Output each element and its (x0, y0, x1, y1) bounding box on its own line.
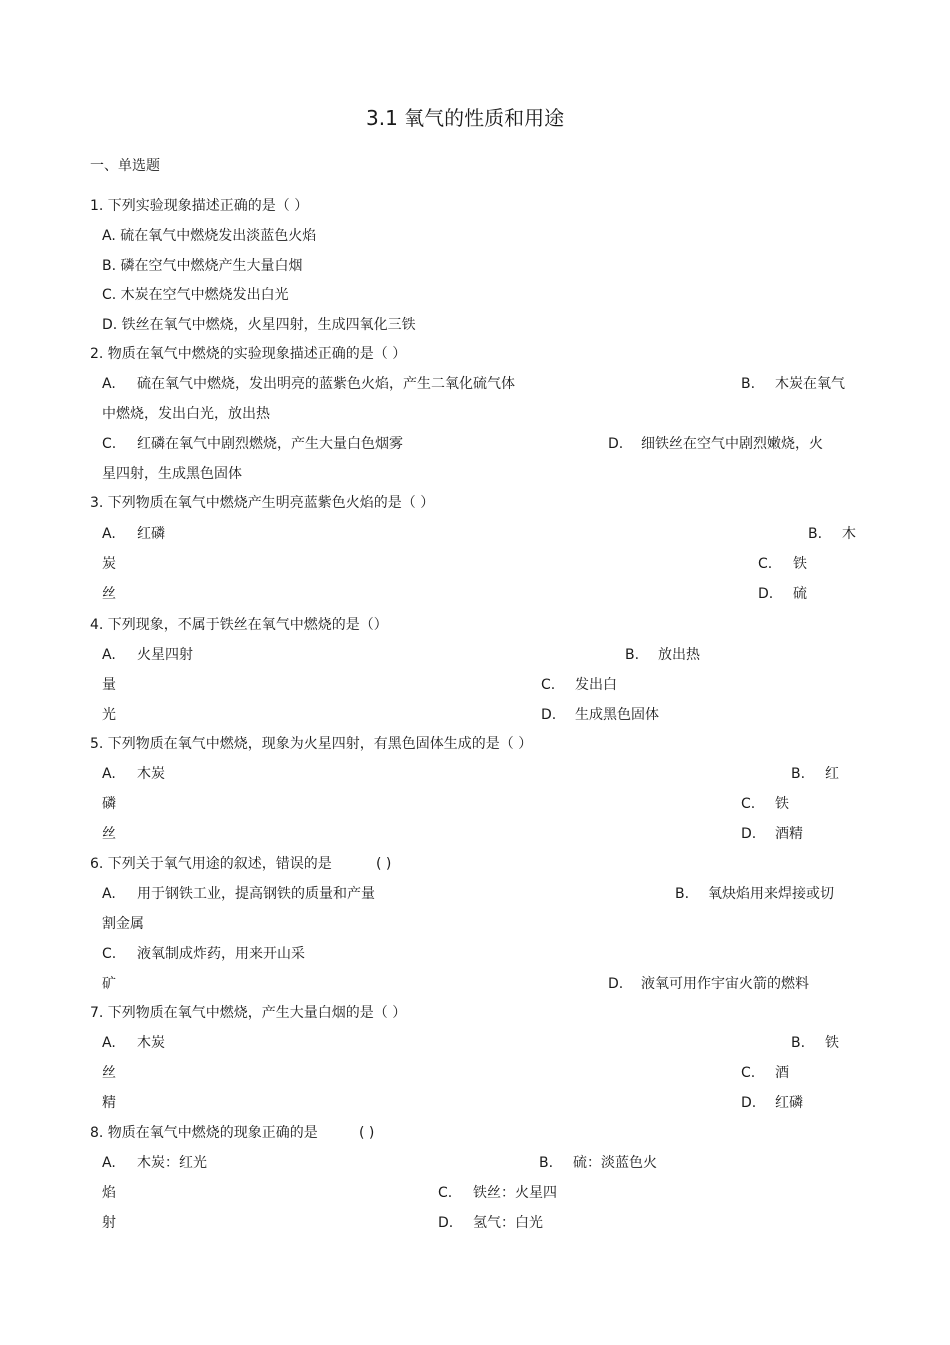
question-stem: 4. 下列现象，不属于铁丝在氧气中燃烧的是（） (90, 617, 388, 633)
option-d-text: 生成黑色固体 (575, 707, 659, 723)
option-a-text: 木炭 (137, 1035, 165, 1051)
question-stem: 5. 下列物质在氧气中燃烧，现象为火星四射，有黑色固体生成的是（ ） (90, 736, 533, 752)
option-c: C. 木炭在空气中燃烧发出白光 (102, 287, 289, 303)
option-d-letter: D. (438, 1215, 454, 1231)
option-a-letter: A. (102, 1155, 116, 1171)
option-b-letter: B. (741, 376, 756, 392)
option-d-letter: D. (758, 586, 774, 602)
option-b-letter: B. (675, 886, 690, 902)
option-b-text: 氧炔焰用来焊接或切 (708, 886, 834, 902)
option-a-letter: A. (102, 526, 116, 542)
option-b-continuation: 中燃烧，发出白光，放出热 (102, 406, 270, 422)
option-c-text: 铁 (775, 796, 789, 812)
option-c-text: 酒 (775, 1065, 789, 1081)
option-a-text: 用于钢铁工业，提高钢铁的质量和产量 (137, 886, 375, 902)
option-b-letter: B. (625, 647, 640, 663)
option-d: D. 铁丝在氧气中燃烧，火星四射，生成四氧化三铁 (102, 317, 416, 333)
option-b-letter: B. (808, 526, 823, 542)
question-stem: 7. 下列物质在氧气中燃烧，产生大量白烟的是（ ） (90, 1005, 407, 1021)
option-b-continuation: 焰 (102, 1185, 116, 1201)
option-c-letter: C. (758, 556, 773, 572)
option-b-text: 木炭在氧气 (775, 376, 845, 392)
option-a-letter: A. (102, 1035, 116, 1051)
option-b-text: 硫：淡蓝色火 (573, 1155, 657, 1171)
option-d-text: 液氧可用作宇宙火箭的燃料 (641, 976, 809, 992)
option-d-letter: D. (608, 976, 624, 992)
option-d-text: 氢气：白光 (473, 1215, 543, 1231)
option-a-letter: A. (102, 886, 116, 902)
option-a-text: 硫在氧气中燃烧，发出明亮的蓝紫色火焰，产生二氧化硫气体 (137, 376, 515, 392)
option-a-text: 木炭：红光 (137, 1155, 207, 1171)
option-c-continuation: 精 (102, 1095, 116, 1111)
option-d-text: 细铁丝在空气中剧烈嫩烧，火 (641, 436, 823, 452)
question-stem: 1. 下列实验现象描述正确的是（ ） (90, 198, 309, 214)
option-d-letter: D. (741, 1095, 757, 1111)
option-c-continuation: 射 (102, 1215, 116, 1231)
option-a-letter: A. (102, 766, 116, 782)
option-c-continuation: 丝 (102, 826, 116, 842)
option-b-continuation: 炭 (102, 556, 116, 572)
option-c-text: 液氧制成炸药，用来开山采 (137, 946, 305, 962)
option-c-letter: C. (102, 946, 117, 962)
option-a-letter: A. (102, 376, 116, 392)
option-c-text: 发出白 (575, 677, 617, 693)
option-c-continuation: 矿 (102, 976, 116, 992)
option-d-text: 酒精 (775, 826, 803, 842)
answer-parentheses: ( ) (376, 856, 392, 872)
option-b-continuation: 割金属 (102, 916, 144, 932)
option-c-letter: C. (741, 796, 756, 812)
option-b-letter: B. (791, 1035, 806, 1051)
option-b-continuation: 磷 (102, 796, 116, 812)
option-d-text: 红磷 (775, 1095, 803, 1111)
answer-parentheses: ( ) (359, 1125, 375, 1141)
option-c-letter: C. (102, 436, 117, 452)
option-c-letter: C. (741, 1065, 756, 1081)
option-c-text: 铁丝：火星四 (473, 1185, 557, 1201)
option-d-letter: D. (741, 826, 757, 842)
option-c-continuation: 丝 (102, 586, 116, 602)
option-b-text: 放出热 (658, 647, 700, 663)
question-stem: 2. 物质在氧气中燃烧的实验现象描述正确的是（ ） (90, 346, 407, 362)
option-d-continuation: 星四射，生成黑色固体 (102, 466, 242, 482)
option-b-text: 木 (842, 526, 856, 542)
option-c-text: 红磷在氧气中剧烈燃烧，产生大量白色烟雾 (137, 436, 403, 452)
option-b-letter: B. (791, 766, 806, 782)
option-b-text: 红 (825, 766, 839, 782)
option-c-letter: C. (541, 677, 556, 693)
option-a: A. 硫在氧气中燃烧发出淡蓝色火焰 (102, 228, 317, 244)
option-a-text: 火星四射 (137, 647, 193, 663)
option-b-text: 铁 (825, 1035, 839, 1051)
question-stem: 6. 下列关于氧气用途的叙述，错误的是 (90, 856, 332, 872)
option-b-continuation: 量 (102, 677, 116, 693)
option-a-text: 木炭 (137, 766, 165, 782)
page-title: 3.1 氧气的性质和用途 (366, 106, 565, 130)
option-c-letter: C. (438, 1185, 453, 1201)
question-stem: 3. 下列物质在氧气中燃烧产生明亮蓝紫色火焰的是（ ） (90, 495, 435, 511)
option-b-continuation: 丝 (102, 1065, 116, 1081)
option-a-text: 红磷 (137, 526, 165, 542)
question-stem: 8. 物质在氧气中燃烧的现象正确的是 (90, 1125, 318, 1141)
option-c-continuation: 光 (102, 707, 116, 723)
option-b: B. 磷在空气中燃烧产生大量白烟 (102, 258, 303, 274)
option-d-letter: D. (608, 436, 624, 452)
option-d-letter: D. (541, 707, 557, 723)
option-d-text: 硫 (793, 586, 807, 602)
option-c-text: 铁 (793, 556, 807, 572)
option-a-letter: A. (102, 647, 116, 663)
option-b-letter: B. (539, 1155, 554, 1171)
section-heading: 一、单选题 (90, 158, 160, 174)
